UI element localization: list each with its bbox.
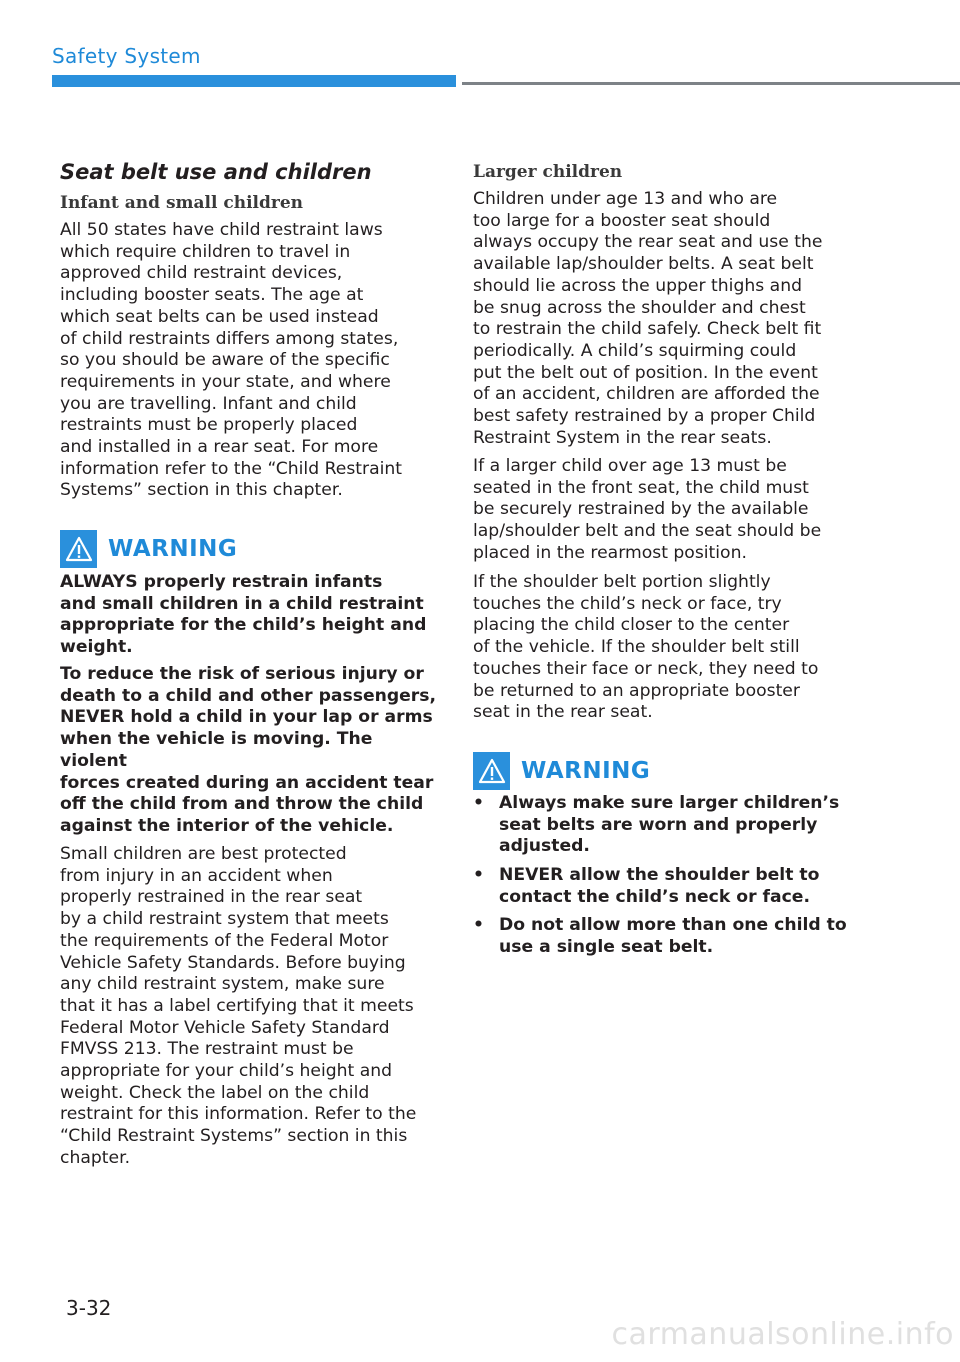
- paragraph-larger-children: Children under age 13 and who are too large for a booster seat should always occupy the rear seat and use the available lap/shoulder belts. A seat belt should lie across the upper thighs and be snug across the shoulder and chest to restrain the child safely. Check belt fit periodically. A child’s squirming could put the belt out of position. In the event of an accident, children are afforded the best safety restrained by a proper Child Restraint System in the rear seats.: [473, 189, 823, 448]
- header-rule: [462, 82, 960, 85]
- list-item: [473, 865, 819, 908]
- list-item: [473, 793, 839, 858]
- warning-text-never-hold: To reduce the risk of serious injury or death to a child and other passengers, NEVER hold a child in your lap or arms when the vehicle is moving. The violent forces created during an accident tear off the child from and throw the child against the interior of the vehicle.: [60, 664, 437, 836]
- warning-triangle-icon: [60, 530, 97, 568]
- warning-label: WARNING: [108, 536, 238, 562]
- bullet-text: Always make sure larger children’s seat belts are worn and properly adjusted.: [499, 793, 840, 857]
- section-header-title: Safety System: [52, 44, 201, 68]
- warning-label: WARNING: [521, 758, 651, 784]
- bullet-text: NEVER allow the shoulder belt to contact the child’s neck or face.: [499, 865, 820, 907]
- bullet-icon: •: [473, 793, 484, 813]
- watermark: carmanualsonline.info: [611, 1317, 954, 1352]
- bullet-icon: •: [473, 865, 484, 885]
- warning-header: [60, 529, 237, 569]
- warning-header: [473, 751, 650, 791]
- bullet-icon: •: [473, 915, 484, 935]
- list-item: [473, 915, 847, 958]
- paragraph-shoulder-belt: If the shoulder belt portion slightly touches the child’s neck or face, try placing the child closer to the center of the vehicle. If the shoulder belt still touches their face or neck, they need to be returned to an appropriate booster seat in the rear seat.: [473, 572, 819, 723]
- warning-triangle-icon: [473, 752, 510, 790]
- paragraph-front-seat: If a larger child over age 13 must be seated in the front seat, the child must be securely restrained by the available lap/shoulder belt and the seat should be placed in the rearmost position.: [473, 456, 822, 563]
- subhead-infant-small-children: Infant and small children: [60, 193, 304, 213]
- section-title: Seat belt use and children: [60, 160, 372, 184]
- subhead-larger-children: Larger children: [473, 162, 623, 182]
- page-number: 3-32: [66, 1296, 112, 1320]
- header-accent-bar: [52, 75, 456, 87]
- bullet-text: Do not allow more than one child to use a single seat belt.: [499, 915, 847, 957]
- paragraph-small-children: Small children are best protected from injury in an accident when properly restrained in the rear seat by a child restraint system that meets the requirements of the Federal Motor Vehicle Safety Standards. Before buying any child restraint system, make sure that it has a label certifying that it meets Federal Motor Vehicle Safety Standard FMVSS 213. The restraint must be appropriate for your child’s height and weight. Check the label on the child restraint for this information. Refer to the “Child Restraint Systems” section in this chapter.: [60, 844, 417, 1168]
- paragraph-child-restraint-laws: All 50 states have child restraint laws which require children to travel in approved child restraint devices, including booster seats. The age at which seat belts can be used instead of child restraints differs among states, so you should be aware of the specific requirements in your state, and where you are travelling. Infant and child restraints must be properly placed and installed in a rear seat. For more information refer to the “Child Restraint Systems” section in this chapter.: [60, 220, 403, 501]
- warning-text-restrain: ALWAYS properly restrain infants and small children in a child restraint appropriate for the child’s height and weight.: [60, 572, 427, 658]
